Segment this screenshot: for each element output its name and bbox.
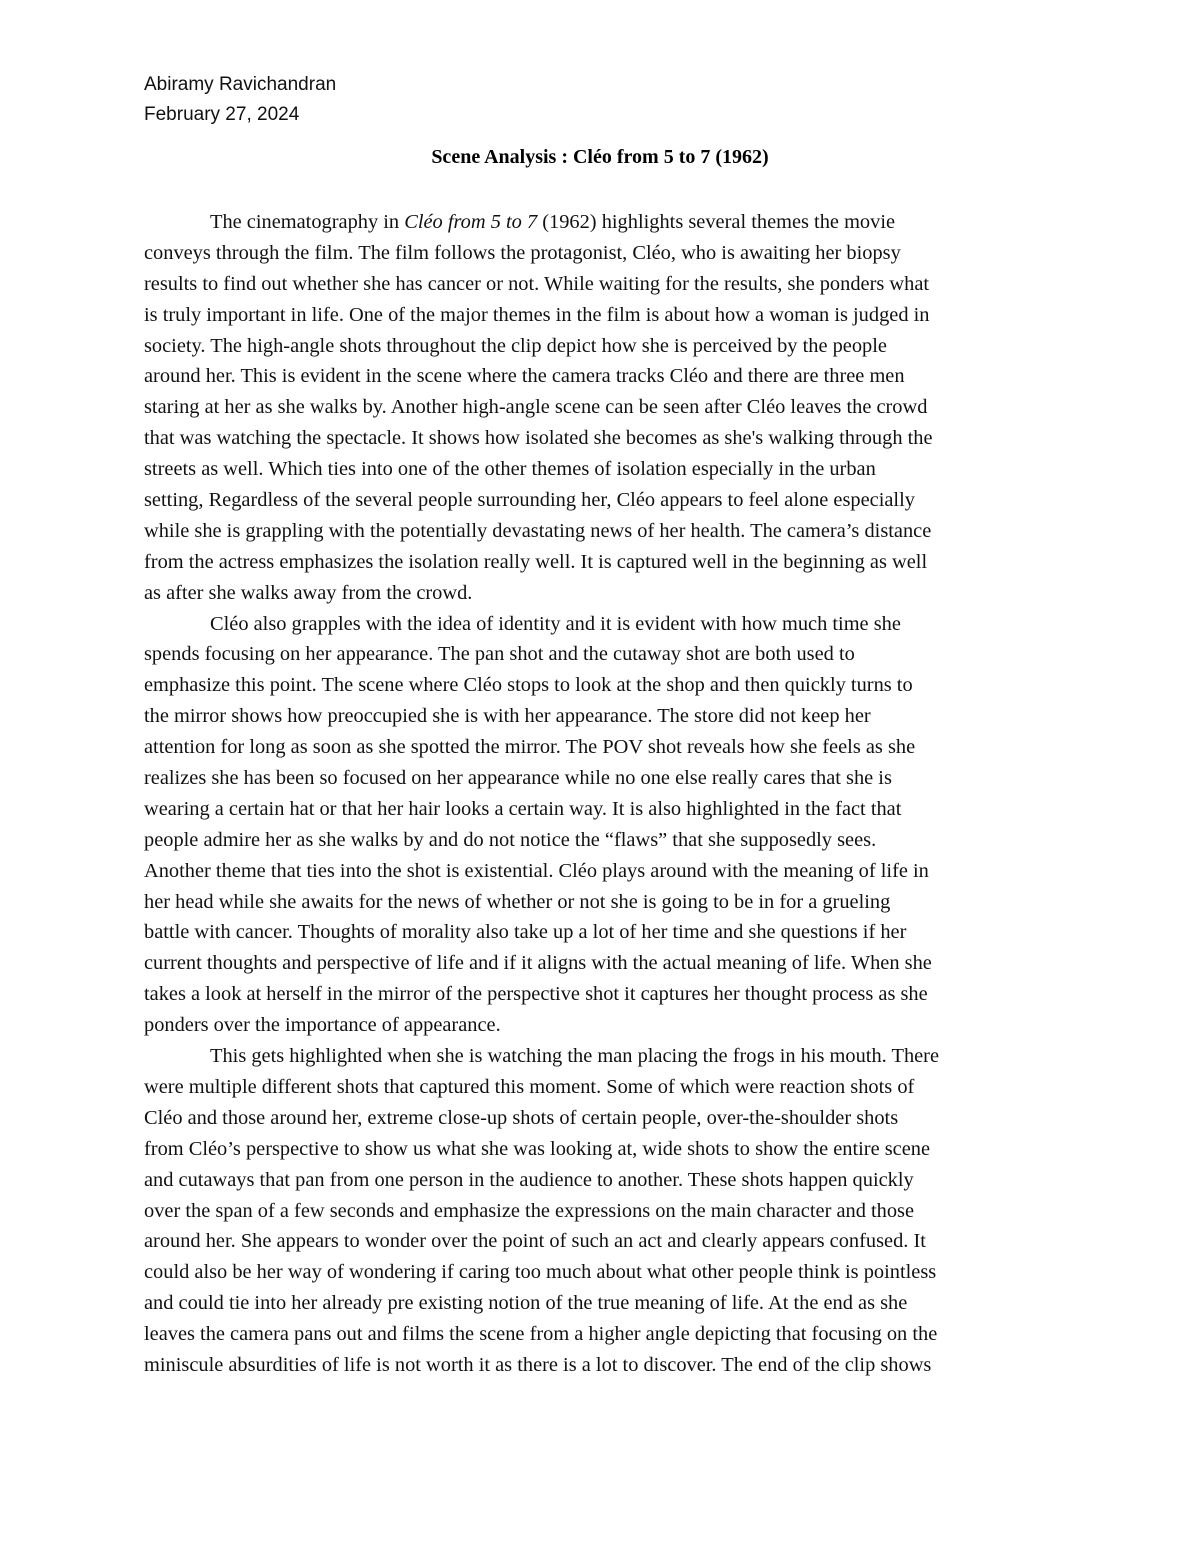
text-segment: from Cléo’s perspective to show us what she was looking at, wide shots to show the entire scene: [144, 1137, 931, 1160]
body-text-line: [144, 361, 1064, 392]
text-segment: Cléo and those around her, extreme close-up shots of certain people, over-the-shoulder shots: [144, 1106, 899, 1129]
body-text-line: [144, 547, 1064, 578]
body-text-line: [144, 1010, 1064, 1041]
body-text-line: [144, 269, 1064, 300]
body-text-line: [144, 1257, 1064, 1288]
body-text-line: [144, 1196, 1064, 1227]
text-segment: the mirror shows how preoccupied she is with her appearance. The store did not keep her: [144, 705, 871, 728]
text-segment: spends focusing on her appearance. The pan shot and the cutaway shot are both used to: [144, 643, 855, 666]
text-segment: The cinematography in: [210, 211, 405, 233]
body-text-line: [144, 763, 1064, 794]
body-text-line: [144, 423, 1064, 454]
text-segment: results to find out whether she has cancer or not. While waiting for the results, she ponders what: [144, 272, 930, 295]
body-text-line: [144, 300, 1064, 331]
body-text-line: [144, 979, 1064, 1010]
body-text-line: [144, 454, 1064, 485]
body-text-line: [144, 856, 1064, 887]
body-text-line: [144, 392, 1064, 423]
text-segment: Cléo also grapples with the idea of identity and it is evident with how much time she: [210, 612, 901, 635]
body-text-line: [144, 207, 1064, 238]
body-text-line: [144, 1134, 1064, 1165]
text-segment: is truly important in life. One of the major themes in the film is about how a woman is judged in: [144, 303, 930, 326]
text-segment: that was watching the spectacle. It shows how isolated she becomes as she's walking through the: [144, 427, 933, 450]
text-segment: Another theme that ties into the shot is existential. Cléo plays around with the meaning of life in: [144, 859, 929, 882]
body-text-line: [144, 1288, 1064, 1319]
text-segment: and could tie into her already pre existing notion of the true meaning of life. At the end as she: [144, 1292, 908, 1315]
text-segment: could also be her way of wondering if caring too much about what other people think is pointless: [144, 1261, 937, 1284]
body-text-line: [144, 578, 1064, 609]
document-body: [144, 207, 1064, 1381]
text-segment: battle with cancer. Thoughts of morality also take up a lot of her time and she questions if her: [144, 921, 907, 944]
text-segment: were multiple different shots that captured this moment. Some of which were reaction shots of: [144, 1075, 915, 1098]
text-segment: miniscule absurdities of life is not worth it as there is a lot to discover. The end of the clip shows: [144, 1353, 932, 1376]
body-text-line: [144, 948, 1064, 979]
text-segment: and cutaways that pan from one person in the audience to another. These shots happen quickly: [144, 1168, 914, 1191]
body-text-line: [144, 1103, 1064, 1134]
text-segment: (1962) highlights several themes the movie: [537, 211, 896, 233]
body-text-line: [144, 1350, 1064, 1381]
text-segment: setting, Regardless of the several people surrounding her, Cléo appears to feel alone especially: [144, 489, 915, 512]
text-segment: around her. This is evident in the scene where the camera tracks Cléo and there are three men: [144, 365, 905, 388]
document-title: Scene Analysis : Cléo from 5 to 7 (1962): [431, 146, 769, 168]
film-title-italic: Cléo from 5 to 7: [404, 211, 538, 233]
text-segment: ponders over the importance of appearance.: [144, 1014, 501, 1037]
text-segment: current thoughts and perspective of life and if it aligns with the actual meaning of life. When she: [144, 952, 932, 975]
body-text-line: [144, 794, 1064, 825]
body-text-line: [144, 1226, 1064, 1257]
body-text-line: [144, 1165, 1064, 1196]
body-text-line: [144, 825, 1064, 856]
body-text-line: [144, 238, 1064, 269]
body-text-line: [144, 732, 1064, 763]
text-segment: people admire her as she walks by and do not notice the “flaws” that she supposedly sees.: [144, 828, 877, 851]
text-segment: leaves the camera pans out and films the scene from a higher angle depicting that focusing on the: [144, 1323, 938, 1346]
body-text-line: [144, 1072, 1064, 1103]
document-header: [144, 70, 336, 130]
text-segment: around her. She appears to wonder over the point of such an act and clearly appears confused. It: [144, 1230, 926, 1253]
text-segment: over the span of a few seconds and emphasize the expressions on the main character and those: [144, 1199, 915, 1222]
text-segment: society. The high-angle shots throughout the clip depict how she is perceived by the people: [144, 334, 887, 357]
body-text-line: [144, 609, 1064, 640]
document-date: February 27, 2024: [144, 104, 300, 125]
text-segment: wearing a certain hat or that her hair looks a certain way. It is also highlighted in the fact that: [144, 797, 902, 820]
body-text-line: [144, 1319, 1064, 1350]
text-segment: while she is grappling with the potentially devastating news of her health. The camera’s distance: [144, 519, 932, 542]
text-segment: attention for long as soon as she spotted the mirror. The POV shot reveals how she feels as she: [144, 736, 916, 759]
text-segment: conveys through the film. The film follows the protagonist, Cléo, who is awaiting her biopsy: [144, 241, 901, 264]
body-text-line: [144, 917, 1064, 948]
body-text-line: [144, 887, 1064, 918]
body-text-line: [144, 701, 1064, 732]
body-text-line: [144, 485, 1064, 516]
text-segment: This gets highlighted when she is watching the man placing the frogs in his mouth. There: [210, 1045, 940, 1068]
body-text-line: [144, 1041, 1064, 1072]
author-name: Abiramy Ravichandran: [144, 74, 337, 95]
body-text-line: [144, 639, 1064, 670]
text-segment: emphasize this point. The scene where Cléo stops to look at the shop and then quickly turns to: [144, 674, 913, 697]
text-segment: streets as well. Which ties into one of the other themes of isolation especially in the urban: [144, 458, 876, 481]
text-segment: takes a look at herself in the mirror of the perspective shot it captures her thought process as she: [144, 983, 928, 1006]
text-segment: her head while she awaits for the news of whether or not she is going to be in for a grueling: [144, 890, 891, 913]
text-segment: realizes she has been so focused on her appearance while no one else really cares that she is: [144, 767, 892, 790]
body-text-line: [144, 331, 1064, 362]
body-text-line: [144, 670, 1064, 701]
text-segment: from the actress emphasizes the isolation really well. It is captured well in the beginning as well: [144, 550, 928, 573]
body-text-line: [144, 516, 1064, 547]
text-segment: staring at her as she walks by. Another high-angle scene can be seen after Cléo leaves the crowd: [144, 396, 928, 419]
text-segment: as after she walks away from the crowd.: [144, 581, 473, 604]
